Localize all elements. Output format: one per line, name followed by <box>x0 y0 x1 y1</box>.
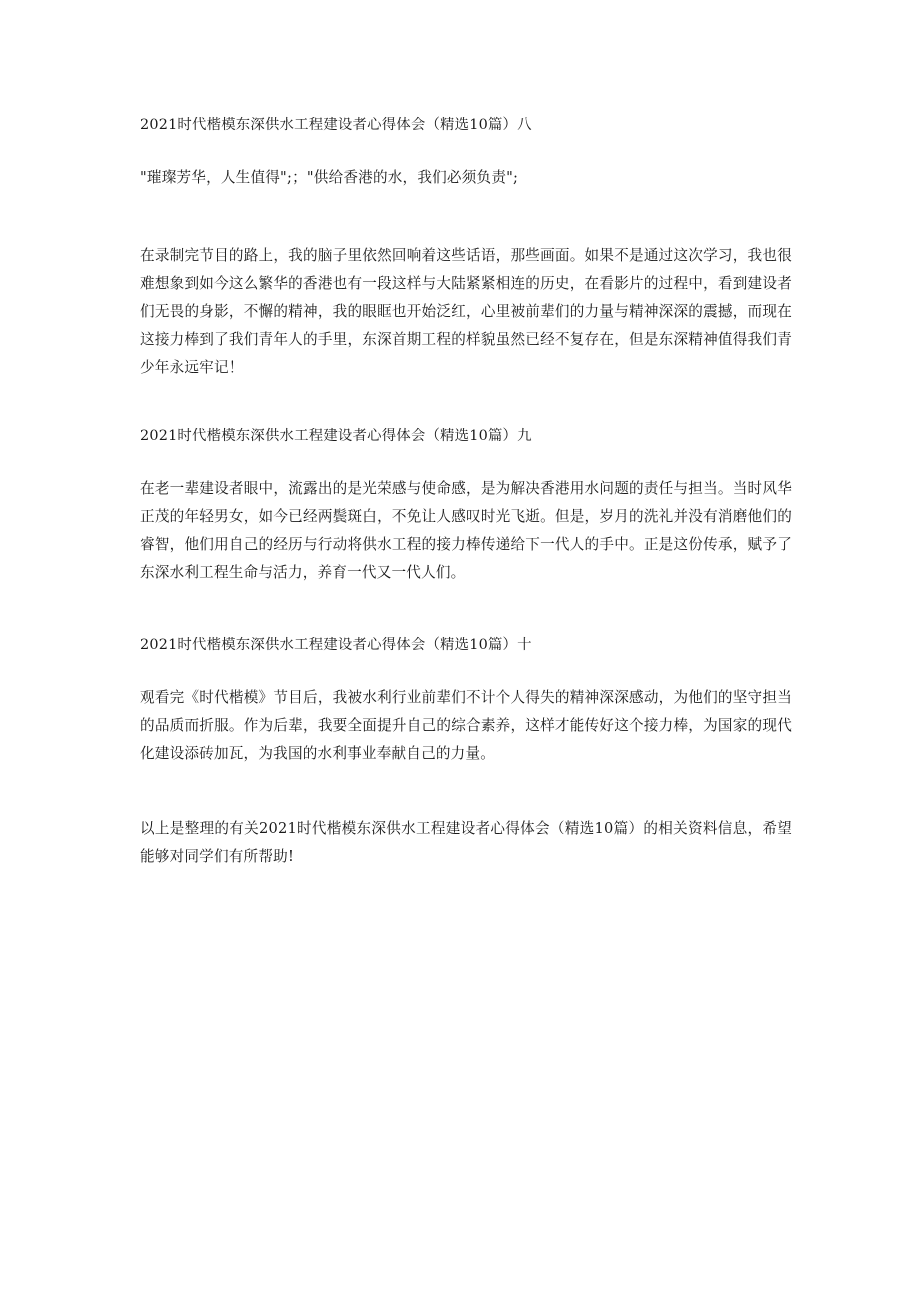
section-heading-10: 2021时代楷模东深供水工程建设者心得体会（精选10篇）十 <box>140 637 532 653</box>
section-quote-8: "璀璨芳华，人生值得";；"供给香港的水，我们必须负责"; <box>140 169 519 186</box>
section-paragraph-9: 在老一辈建设者眼中，流露出的是光荣感与使命感，是为解决香港用水问题的责任与担当。当时风华正茂的年轻男女，如今已经两鬓斑白，不免让人感叹时光飞逝。但是，岁月的洗礼并没有消磨他们的睿智，他们用自己的经历与行动将供水工程的接力棒传递给下一代人的手中。正是这份传承，赋予了东深水利工程生命与活力，养育一代又一代人们。 <box>140 480 792 581</box>
section-heading-8: 2021时代楷模东深供水工程建设者心得体会（精选10篇）八 <box>140 117 532 133</box>
section-heading-9: 2021时代楷模东深供水工程建设者心得体会（精选10篇）九 <box>140 428 532 444</box>
section-paragraph-10: 观看完《时代楷模》节目后，我被水利行业前辈们不计个人得失的精神深深感动，为他们的坚守担当的品质而折服。作为后辈，我要全面提升自己的综合素养，这样才能传好这个接力棒，为国家的现代化建设添砖加瓦，为我国的水利事业奉献自己的力量。 <box>140 689 792 762</box>
document-page <box>140 0 792 1302</box>
section-paragraph-8: 在录制完节目的路上，我的脑子里依然回响着这些话语，那些画面。如果不是通过这次学习，我也很难想象到如今这么繁华的香港也有一段这样与大陆紧紧相连的历史，在看影片的过程中，看到建设者们无畏的身影，不懈的精神，我的眼眶也开始泛红，心里被前辈们的力量与精神深深的震撼，而现在这接力棒到了我们青年人的手里，东深首期工程的样貌虽然已经不复存在，但是东深精神值得我们青少年永远牢记！ <box>140 247 792 376</box>
closing-paragraph: 以上是整理的有关2021时代楷模东深供水工程建设者心得体会（精选10篇）的相关资料信息，希望能够对同学们有所帮助! <box>140 820 792 865</box>
